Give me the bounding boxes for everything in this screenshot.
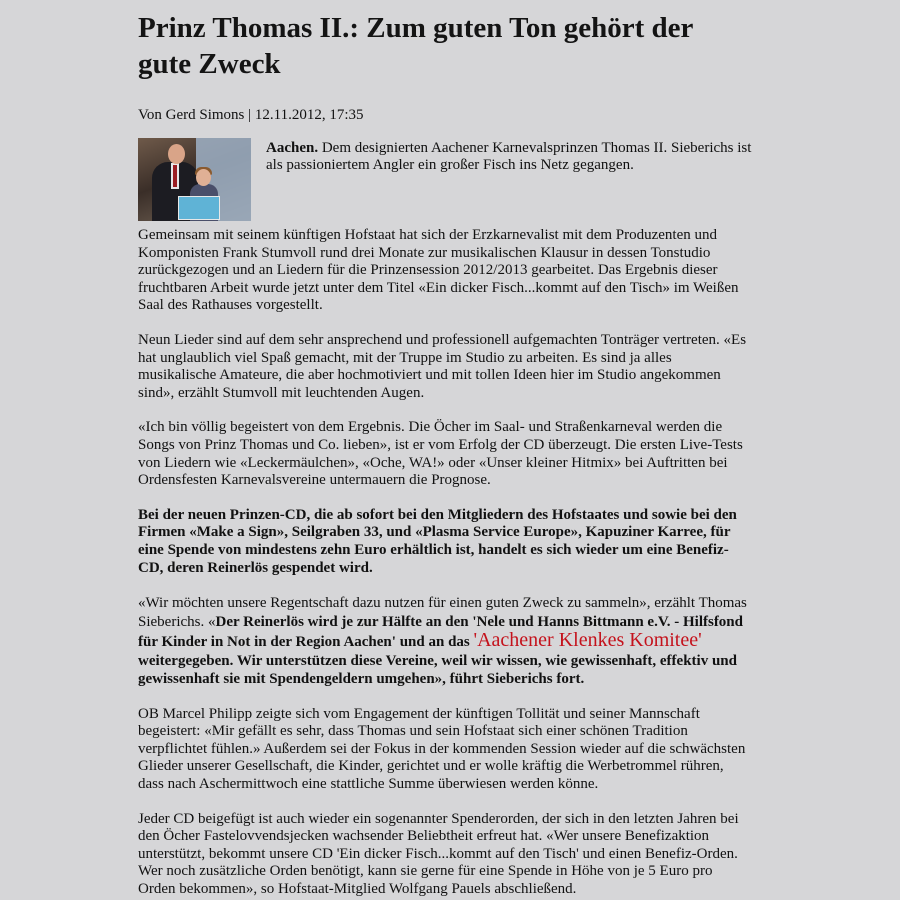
photo-cd xyxy=(178,196,220,220)
article-title: Prinz Thomas II.: Zum guten Ton gehört der gute Zweck xyxy=(138,12,693,80)
lead-text: Dem designierten Aachener Karnevalsprinzen Thomas II. Sieberichs ist als passioniertem Angler ein großer Fisch ins Netz gegangen. xyxy=(266,140,752,173)
paragraph-5 xyxy=(138,594,753,689)
article-photo[interactable] xyxy=(138,138,251,221)
paragraph-5-bold-2: weitergegeben. Wir unterstützen diese Vereine, weil wir wissen, wie gewissenhaft, effektiv und gewissenhaft sie mit Spendengeldern umgehen», führt Sieberichs fort. xyxy=(138,652,737,688)
paragraph-5-plain: «Wir möchten unsere Regentschaft dazu nutzen für einen guten Zweck zu sammeln», erzählt Thomas Sieberichs. « xyxy=(138,595,747,630)
paragraph-4: Bei der neuen Prinzen-CD, die ab sofort bei den Mitgliedern des Hofstaates und sowie bei den Firmen «Make a Sign», Seilgraben 33, und «Plasma Service Europe», Kapuziner Karree, für eine Spende von mindestens zehn Euro erhältlich ist, handelt es sich wieder um eine Benefiz-CD, deren Reinerlös gespendet wird. xyxy=(138,506,737,576)
lead-place: Aachen. xyxy=(266,140,319,156)
photo-boy-head xyxy=(196,169,211,186)
paragraph-7: Jeder CD beigefügt ist auch wieder ein sogenannter Spenderorden, der sich in den letzten Jahren bei den Öcher Fastelovvendsjecken wachsender Beliebtheit erfreut hat. «Wer unsere Benefizaktion unterstützt, bekommt unsere CD 'Ein dicker Fisch...kommt auf den Tisch' und einen Benefiz-Orden. Wer noch zusätzliche Orden benötigt, kann sie gerne für eine Spende in Höhe von je 5 Euro pro Orden bekommen», so Hofstaat-Mitglied Wolfgang Pauels abschließend. xyxy=(138,810,739,897)
paragraph-2: Neun Lieder sind auf dem sehr ansprechend und professionell aufgemachten Tonträger vertreten. «Es hat unglaublich viel Spaß gemacht, mit der Truppe im Studio zu arbeiten. Es sind ja alles musikalische Amateure, die aber hochmotiviert und mit tollen Ideen hier im Studio angekommen sind», erzählt Stumvoll mit leuchtenden Augen. xyxy=(138,331,747,401)
paragraph-3: «Ich bin völlig begeistert von dem Ergebnis. Die Öcher im Saal- und Straßenkarneval werden die Songs von Prinz Thomas und Co. lieben», ist er vom Erfolg der CD überzeugt. Die ersten Live-Tests von Liedern wie «Leckermäulchen», «Oche, WA!» oder «Unser kleiner Hitmix» bei Auftritten bei Ordensfesten Karnevalsvereine untermauern die Prognose. xyxy=(138,419,743,489)
byline: Von Gerd Simons | 12.11.2012, 17:35 xyxy=(138,107,364,123)
photo-tie xyxy=(173,165,177,187)
highlight-komitee: 'Aachener Klenkes Komitee' xyxy=(473,629,702,652)
article xyxy=(138,10,753,899)
paragraph-1: Gemeinsam mit seinem künftigen Hofstaat hat sich der Erzkarnevalist mit dem Produzenten und Komponisten Frank Stumvoll rund drei Monate zur musikalischen Klausur in dessen Tonstudio zurückgezogen und an Liedern für die Prinzensession 2012/2013 gearbeitet. Das Ergebnis dieser fruchtbaren Arbeit wurde jetzt unter dem Titel «Ein dicker Fisch...kommt auf den Tisch» im Weißen Saal des Rathauses vorgestellt. xyxy=(138,227,739,314)
lead-section xyxy=(138,138,753,222)
lead-paragraph xyxy=(266,138,753,174)
paragraph-6: OB Marcel Philipp zeigte sich vom Engagement der künftigen Tollität und seiner Mannschaft begeistert: «Mir gefällt es sehr, dass Thomas und sein Hofstaat sich einer schönen Tradition verpflichtet fühlen.» Außerdem sei der Fokus in der kommenden Session wieder auf die schwächsten Glieder unserer Gesellschaft, die Kinder, gerichtet und er wolle kräftig die Werbetrommel rühren, dass nach Aschermittwoch eine stattliche Summe überwiesen werden könne. xyxy=(138,705,746,792)
photo-man-head xyxy=(168,144,185,164)
paragraph-5-bold-1: Der Reinerlös wird je zur Hälfte an den 'Nele und Hanns Bittmann e.V. - Hilfsfond für Kinder in Not in der Region Aachen' und an das xyxy=(138,613,743,651)
